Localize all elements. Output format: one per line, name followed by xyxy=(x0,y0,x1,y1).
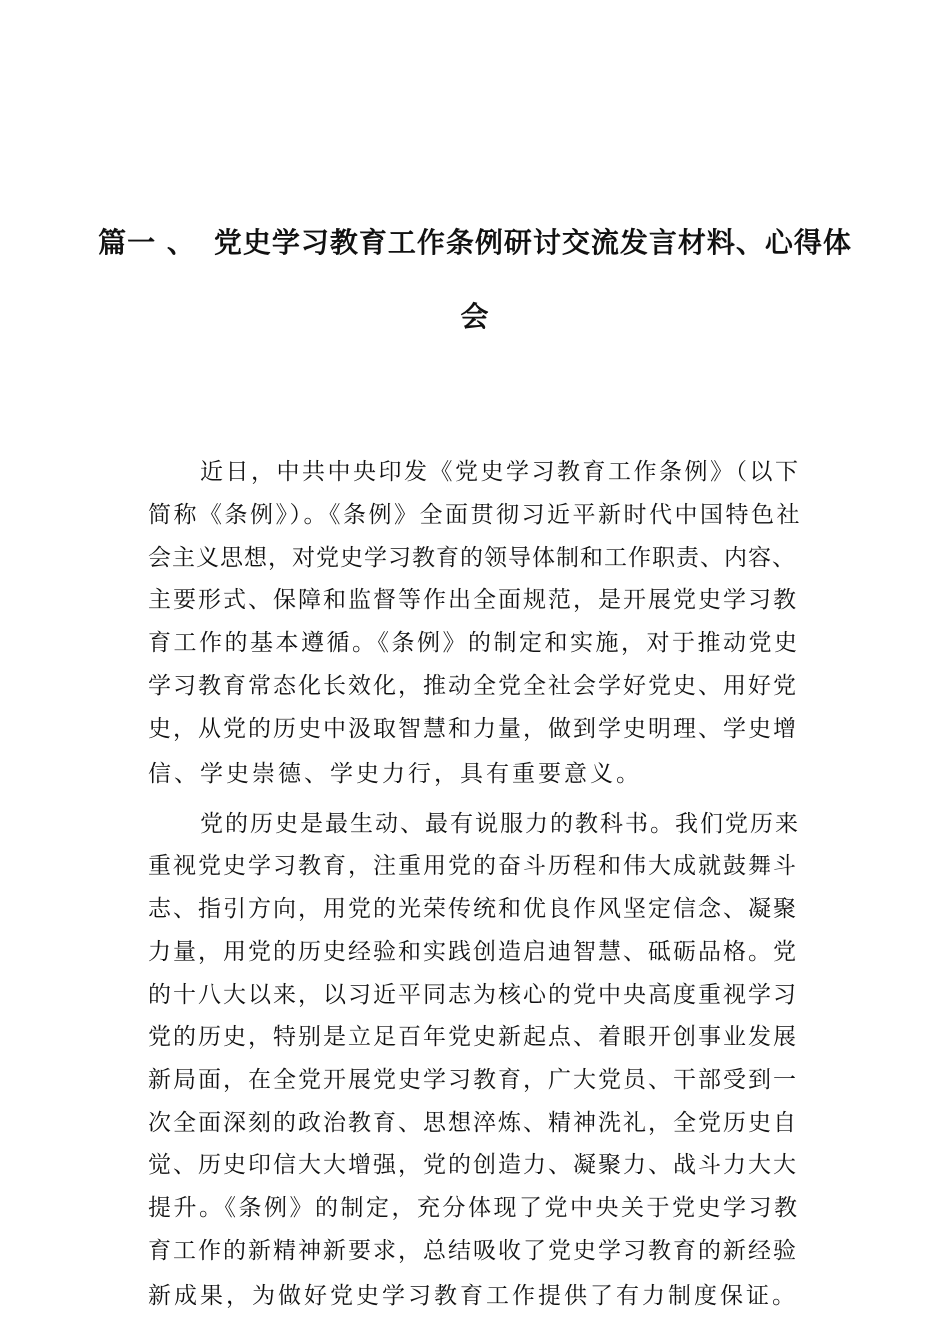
document-title-line-2: 会 xyxy=(460,300,490,333)
paragraph-line: 力量，用党的历史经验和实践创造启迪智慧、砥砺品格。党 xyxy=(148,939,798,965)
title-text: 党史学习教育工作条例研讨交流发言材料、心得体 xyxy=(213,226,852,259)
paragraph-line: 主要形式、保障和监督等作出全面规范，是开展党史学习教 xyxy=(148,587,798,613)
paragraph-line: 觉、历史印信大大增强，党的创造力、凝聚力、战斗力大大 xyxy=(148,1152,798,1178)
paragraph-line: 简称《条例》）。《条例》全面贯彻习近平新时代中国特色社 xyxy=(148,502,802,528)
document-title-line-1 xyxy=(0,221,950,261)
paragraph-line: 学习教育常态化长效化，推动全党全社会学好党史、用好党 xyxy=(148,673,798,699)
paragraph-line: 次全面深刻的政治教育、思想淬炼、精神洗礼，全党历史自 xyxy=(148,1110,798,1136)
paragraph-line: 近日，中共中央印发《党史学习教育工作条例》（以下 xyxy=(200,459,801,485)
paragraph-line: 的十八大以来，以习近平同志为核心的党中央高度重视学习 xyxy=(148,982,798,1008)
paragraph-line: 志、指引方向，用党的光荣传统和优良作风坚定信念、凝聚 xyxy=(148,896,798,922)
title-prefix: 篇一 、 xyxy=(98,226,196,259)
paragraph-line: 提升。《条例》的制定，充分体现了党中央关于党史学习教 xyxy=(148,1195,800,1221)
paragraph-line: 新成果，为做好党史学习教育工作提供了有力制度保证。 xyxy=(148,1283,798,1309)
paragraph-line: 新局面，在全党开展党史学习教育，广大党员、干部受到一 xyxy=(148,1067,798,1093)
paragraph-line: 党的历史，特别是立足百年党史新起点、着眼开创事业发展 xyxy=(148,1024,798,1050)
paragraph-line: 育工作的新精神新要求，总结吸收了党史学习教育的新经验 xyxy=(148,1238,798,1264)
paragraph-line: 党的历史是最生动、最有说服力的教科书。我们党历来 xyxy=(200,811,800,837)
paragraph-line: 信、学史崇德、学史力行，具有重要意义。 xyxy=(148,761,642,787)
paragraph-line: 史，从党的历史中汲取智慧和力量，做到学史明理、学史增 xyxy=(148,716,798,742)
paragraph-line: 育工作的基本遵循。《条例》的制定和实施，对于推动党史 xyxy=(148,630,800,656)
paragraph-line: 重视党史学习教育，注重用党的奋斗历程和伟大成就鼓舞斗 xyxy=(148,853,798,879)
paragraph-line: 会主义思想，对党史学习教育的领导体制和工作职责、内容、 xyxy=(148,545,796,571)
